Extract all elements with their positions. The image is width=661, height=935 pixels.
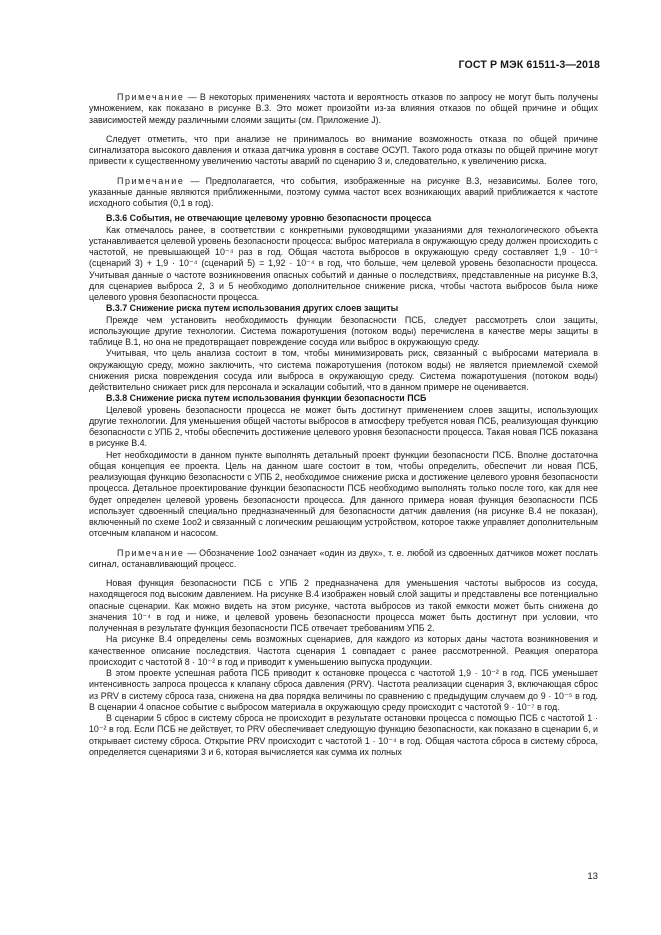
note-text: — В некоторых применениях частота и вероятность отказов по запросу не могут быть получены умножением, как показано в рисунке В.3. Это может произойти из-за влияния отказов по общей причине и общих зависимостей между различными слоями защиты (см. Приложение J). bbox=[89, 92, 598, 125]
body-paragraph: В этом проекте успешная работа ПСБ приводит к остановке процесса с частотой 1,9 · 10⁻² в год. ПСБ уменьшает интенсивность запроса процесса к клапану сброса давления (PRV). Частота реализации сценария 3, включающая сброс из PRV в систему сброса газа, снижена на два порядка величины по сравнению с предыдущим случаем до 9 · 10⁻⁵ в год. В сценарии 4 опасное событие с выбросом материала в окружающую среду происходит с частотой 9 · 10⁻⁷ в год. bbox=[89, 668, 598, 712]
note-label: Примечание bbox=[117, 547, 185, 558]
body-paragraph: Новая функция безопасности ПСБ с УПБ 2 предназначена для уменьшения частоты выбросов из сосуда, находящегося под высоким давлением. На рисунке В.4 изображен новый слой защиты и представлены все потенциально опасные сценарии. Как можно видеть на этом рисунке, частота выбросов из такой емкости может быть снижена до значения 10⁻⁴ в год и ниже, и целевой уровень безопасности процесса может быть достигнут при условии, что полученная в результате функция безопасности ПСБ отвечает требованиям УПБ 2. bbox=[89, 578, 598, 633]
body-paragraph: В сценарии 5 сброс в систему сброса не происходит в результате остановки процесса с помощью ПСБ с частотой 1 · 10⁻² в год. Если ПСБ не действует, то PRV обеспечивает следующую функцию безопасности, как показано в сценарии 6, и открывает систему сброса. Открытие PRV происходит с частотой 1 · 10⁻⁴ в год. Общая частота сброса в систему сброса, определяется сценариями 3 и 6, которая вычисляется как сумма их полных bbox=[89, 713, 598, 757]
document-code-header: ГОСТ Р МЭК 61511-3—2018 bbox=[458, 59, 600, 71]
body-paragraph: На рисунке В.4 определены семь возможных сценариев, для каждого из которых даны частота возникновения и качественное описание последствия. Частота сценария 1 совпадает с ранее рассмотренной. Реакция оператора происходит с частотой 8 · 10⁻² в год и приводит к уменьшению выпуска продукции. bbox=[89, 634, 598, 667]
body-paragraph: Следует отметить, что при анализе не принималось во внимание возможность отказа по общей причине сигнализатора высокого давления и отказа датчика уровня в составе ОСУП. Такого рода отказы по общей причине могут привести к существенному увеличению частоты аварий по сценарию 3 и, следовательно, к увеличению риска. bbox=[89, 133, 598, 167]
body-paragraph: Как отмечалось ранее, в соответствии с конкретными руководящими указаниями для технологического объекта устанавливается целевой уровень безопасности процесса: выброс материала в окружающую среду должен происходить с частотой, не превышающей 10⁻⁴ раз в год. Общая частота выбросов в окружающую среду составляет 1,9 · 10⁻⁵ (сценарий 3) + 1,9 · 10⁻⁴ (сценарий 5) = 1,92 · 10⁻⁴ в год, что больше, чем целевой уровень безопасности процесса. Учитывая данные о частоте возникновения опасных событий и данные о последствиях, представленные на рисунке В.3, для сценариев выброса 2, 3 и 5 необходимо дополнительное снижение риска, чтобы частота выбросов была ниже целевого уровня безопасности процесса. bbox=[89, 224, 598, 302]
note-text: — Обозначение 1oo2 означает «один из двух», т. е. любой из сдвоенных датчиков может послать сигнал, останавливающий процесс. bbox=[89, 547, 598, 569]
section-heading: В.3.6 События, не отвечающие целевому уровню безопасности процесса bbox=[106, 213, 432, 224]
document-body bbox=[89, 92, 598, 758]
body-paragraph: Учитывая, что цель анализа состоит в том, чтобы минимизировать риск, связанный с выбросами материала в окружающую среду, можно заключить, что система пожаротушения (потоком воды) не является приемлемой схемой снижения риска повреждения сосуда или выброса в окружающую среду. Система пожаротушения (потоком воды) действительно снижает риск для персонала и эскалации событий, что в данном примере не оценивается. bbox=[89, 348, 598, 392]
note-label: Примечание bbox=[117, 92, 185, 102]
body-paragraph: Нет необходимости в данном пункте выполнять детальный проект функции безопасности ПСБ. Вполне достаточна общая концепция ее проекта. Цель на данном шаге состоит в том, чтобы определить, обеспечит ли новая ПСБ, реализующая функцию безопасности с УПБ 2, необходимое снижение риска и достижение целевого уровня безопасности процесса. Детальное проектирование функции безопасности ПСБ необходимо выполнять только после того, как для нее будет определен целевой уровень безопасности процесса. Для данного примера новая функция безопасности ПСБ использует сдвоенный специально предназначенный для безопасности датчик давления (на рисунке В.4 не показан), включенный по схеме 1оо2 и связанный с логическим решающим устройством, которое также управляет дополнительным отсечным клапаном и насосом. bbox=[89, 449, 598, 539]
note-label: Примечание bbox=[117, 175, 185, 186]
section-heading: В.3.8 Снижение риска путем использования функции безопасности ПСБ bbox=[106, 393, 427, 404]
note-paragraph bbox=[89, 548, 598, 571]
body-paragraph: Прежде чем установить необходимость функции безопасности ПСБ, следует рассмотреть слои защиты, использующие другие технологии. Система пожаротушения (потоком воды) перечислена в качестве меры защиты в таблице В.1, но она не предотвращает повреждение сосуда или выброс в окружающую среду. bbox=[89, 314, 598, 347]
note-text: — Предполагается, что события, изображенные на рисунке В.3, независимы. Более того, указанные данные являются приближенными, поэтому сумма частот всех возникающих аварий приближается к частоте исходного события (0,1 в год). bbox=[89, 175, 598, 208]
section-heading: В.3.7 Снижение риска путем использования других слоев защиты bbox=[106, 303, 399, 314]
body-paragraph: Целевой уровень безопасности процесса не может быть достигнут применением слоев защиты, использующих другие технологии. Для уменьшения общей частоты выбросов в атмосферу требуется новая ПСБ, реализующая функцию безопасности с УПБ 2, чтобы обеспечить достижение целевого уровня безопасности процесса. Такая новая ПСБ показана в рисунке В.4. bbox=[89, 404, 598, 449]
page-number: 13 bbox=[587, 871, 598, 882]
note-paragraph bbox=[89, 176, 598, 210]
note-paragraph bbox=[89, 92, 598, 126]
